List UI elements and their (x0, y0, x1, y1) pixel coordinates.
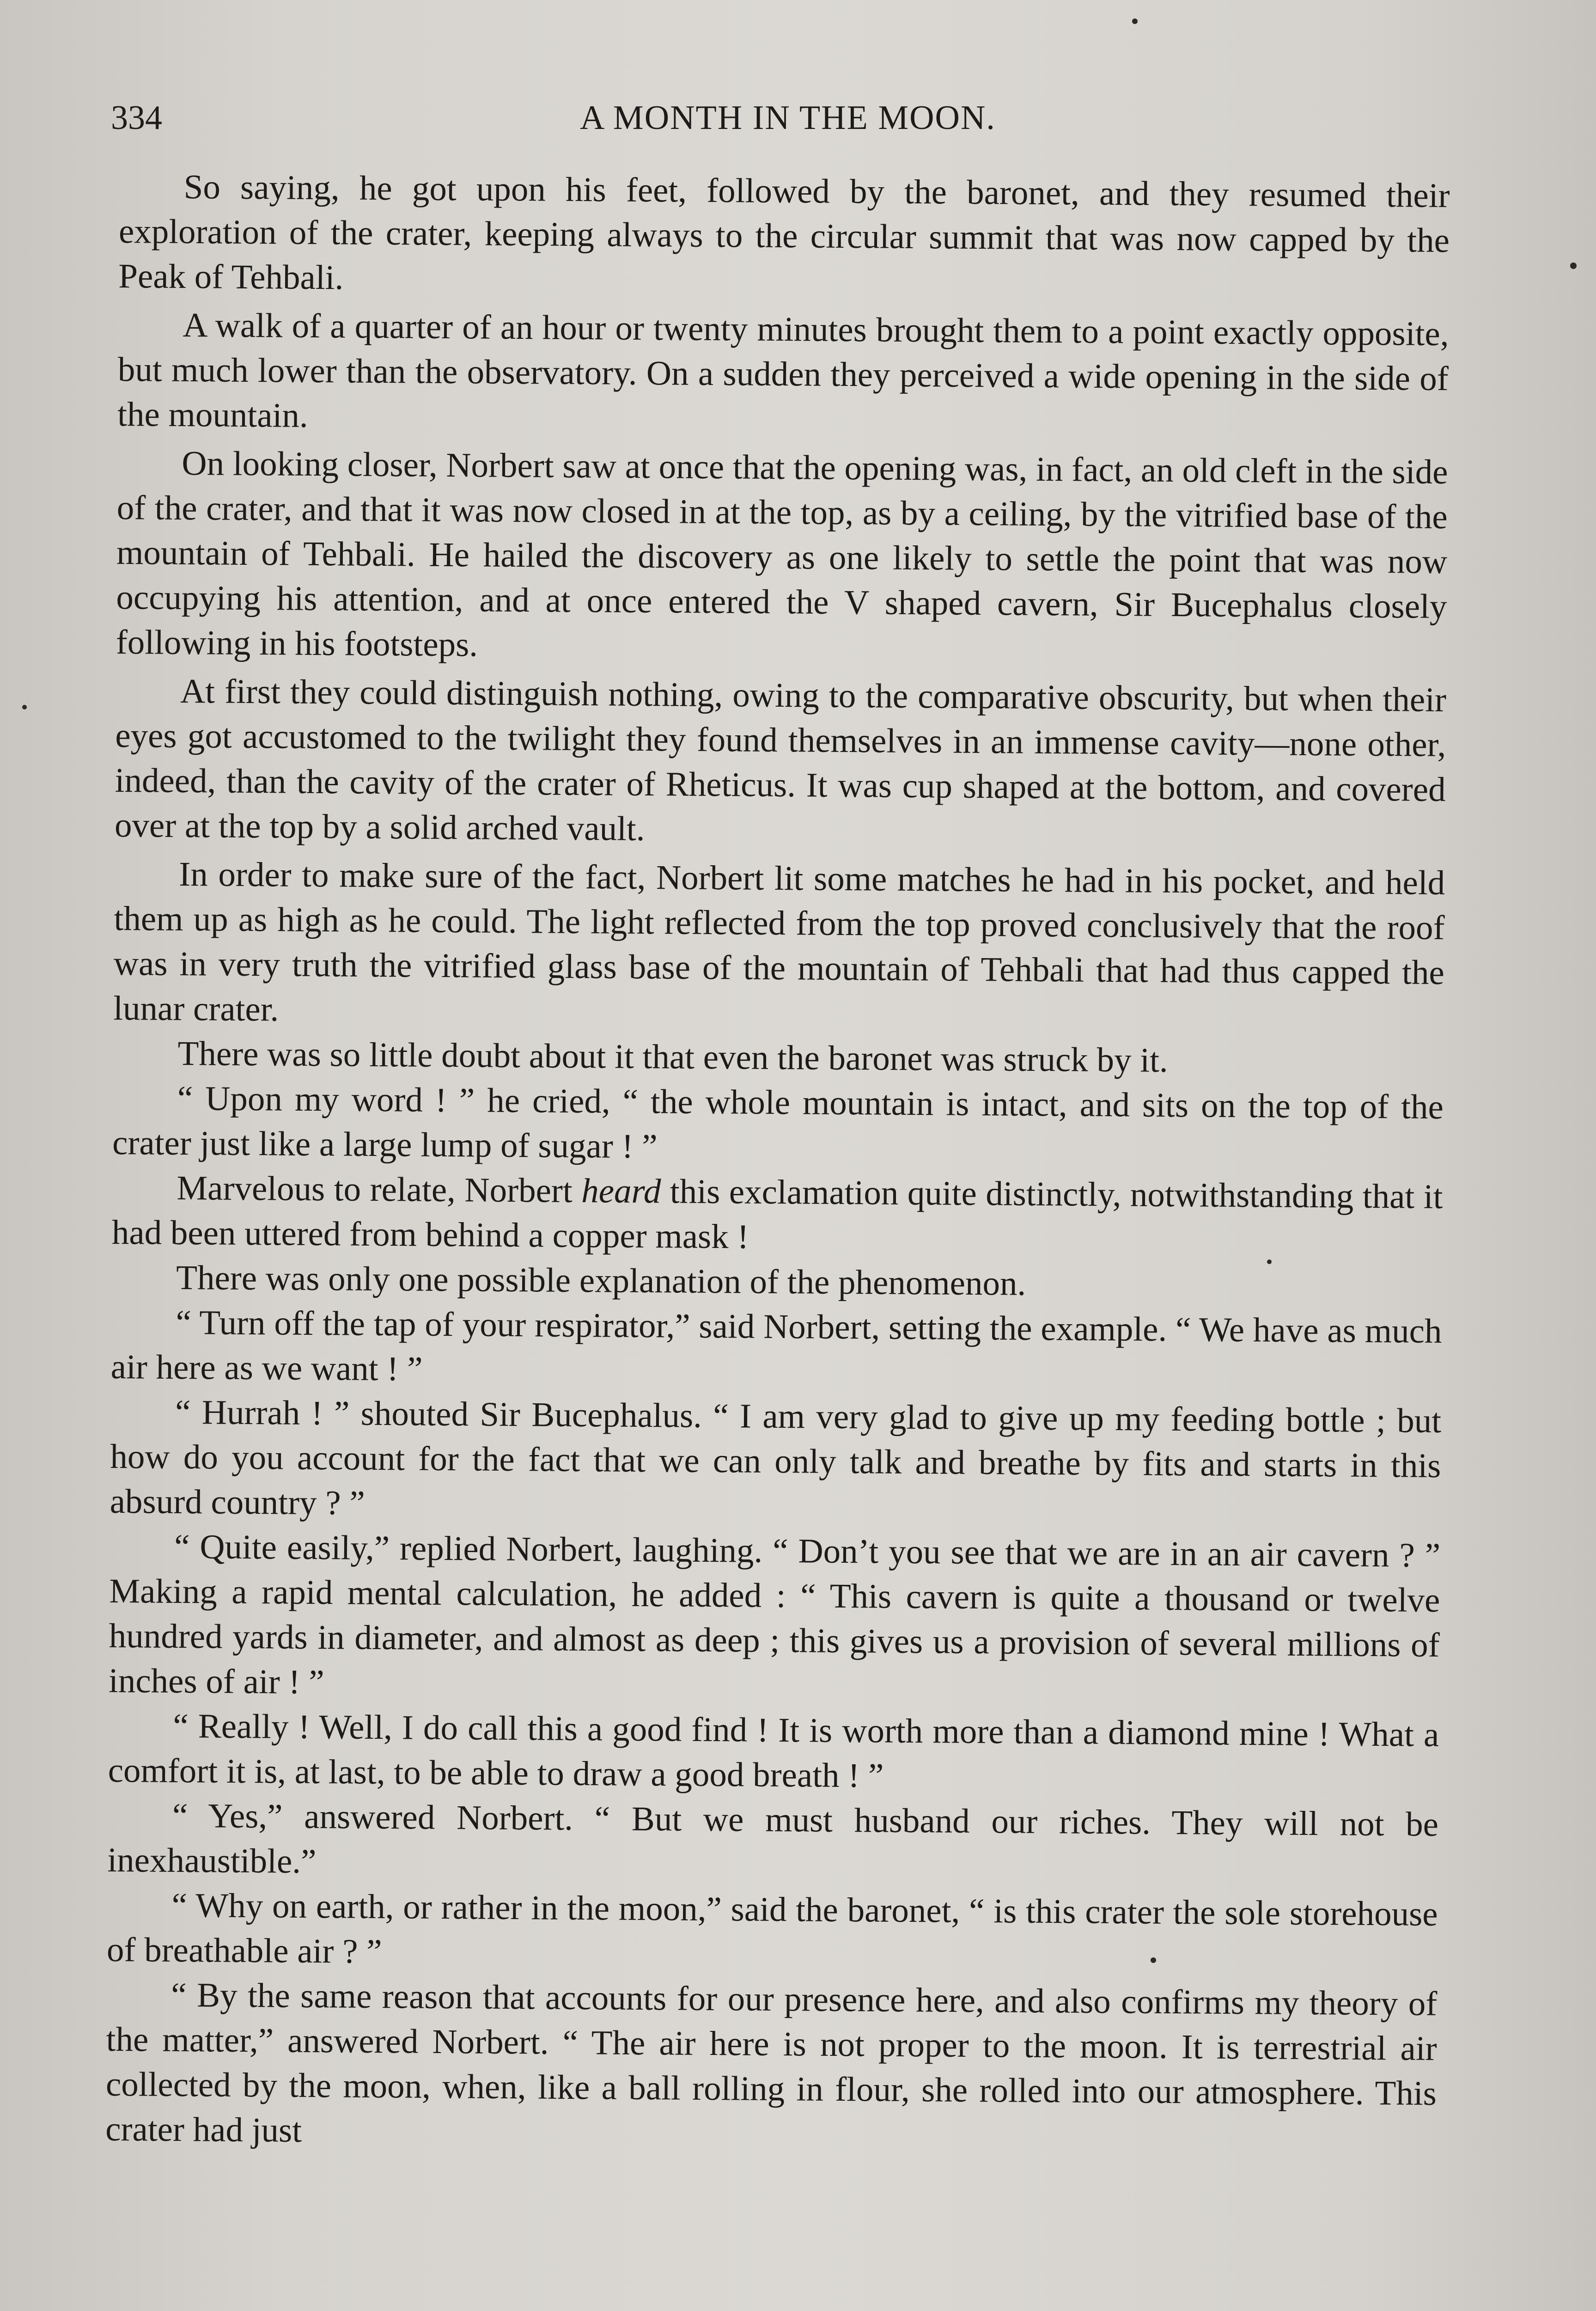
paragraph: On looking closer, Norbert saw at once that the opening was, in fact, an old cleft in the side of the crater, and that it was now closed in at the top, as by a ceiling, by the vitrified base of the mountain of Tehbali. He hailed the discovery as one likely to settle the point that was now occupying his attention, and at once entered the V shaped cavern, Sir Bucephalus closely following in his footsteps. (116, 444, 1448, 664)
paragraph: There was so little doubt about it that even the baronet was struck by it. (177, 1034, 1169, 1080)
paragraph: “ Really ! Well, I do call this a good find ! It is worth more than a diamond mine ! What a comfort it is, at last, to be able to draw a good breath ! ” (108, 1706, 1439, 1795)
paragraph: At first they could distinguish nothing, owing to the comparative obscurity, but when their eyes got accustomed to the twilight they found themselves in an immense cavity—none other, indeed, than the cavity of the crater of Rheticus. It was cup shaped at the bottom, and covered over at the top by a solid arched vault. (114, 672, 1447, 848)
paragraph: In order to make sure of the fact, Norbert lit some matches he had in his pocket, and held them up as high as he could. The light reflected from the top proved conclusively that the roof was in very truth the vitrified glass base of the mountain of Tehbali that had thus capped the lunar crater. (113, 855, 1445, 1029)
ink-speck (1132, 18, 1138, 24)
text-body (105, 164, 1450, 2161)
page-header (111, 95, 1465, 146)
ink-speck (22, 705, 27, 709)
paragraph: “ Upon my word ! ” he cried, “ the whole mountain is intact, and sits on the top of the crater just like a large lump of sugar ! ” (112, 1079, 1444, 1166)
running-head: A MONTH IN THE MOON. (580, 99, 996, 137)
emphasis: heard (581, 1172, 661, 1211)
paragraph: “ Yes,” answered Norbert. “ But we must husband our riches. They will not be inexhaustible.” (107, 1796, 1439, 1881)
paragraph: Marvelous to relate, Norbert heard this exclamation quite distinctly, notwithstanding that it had been uttered from behind a copper mask ! (111, 1168, 1443, 1256)
paragraph: “ Hurrah ! ” shouted Sir Bucephalus. “ I am very glad to give up my feeding bottle ; but how do you account for the fact that we can only talk and breathe by fits and starts in this absurd country ? ” (110, 1393, 1442, 1522)
paragraph: A walk of a quarter of an hour or twenty minutes brought them to a point exactly opposite, but much lower than the observatory. On a sudden they perceived a wide opening in the side of the mountain. (117, 306, 1449, 435)
paragraph: “ By the same reason that accounts for our presence here, and also confirms my theory of the matter,” answered Norbert. “ The air here is not proper to the moon. It is terrestrial air collected by the moon, when, like a ball rolling in flour, she rolled into our atmosphere. This crater had just (105, 1975, 1438, 2150)
paragraph: “ Turn off the tap of your respirator,” said Norbert, setting the example. “ We have as much air here as we want ! ” (110, 1303, 1442, 1388)
paragraph: So saying, he got upon his feet, followed by the baronet, and they resumed their exploration of the crater, keeping always to the circular summit that was now capped by the Peak of Tehbali. (118, 167, 1450, 297)
paragraph: “ Quite easily,” replied Norbert, laughing. “ Don’t you see that we are in an air cavern ? ” Making a rapid mental calculation, he added : “ This cavern is quite a thousand or twelve hundred yards in diameter, and almost as deep ; this gives us a provision of several millions of inches of air ! ” (108, 1527, 1441, 1702)
paragraph: There was only one possible explanation of the phenomenon. (176, 1258, 1026, 1303)
page-number: 334 (111, 99, 162, 137)
paragraph: “ Why on earth, or rather in the moon,” said the baronet, “ is this crater the sole storehouse of breathable air ? ” (106, 1886, 1438, 1971)
ink-speck (1570, 263, 1577, 269)
